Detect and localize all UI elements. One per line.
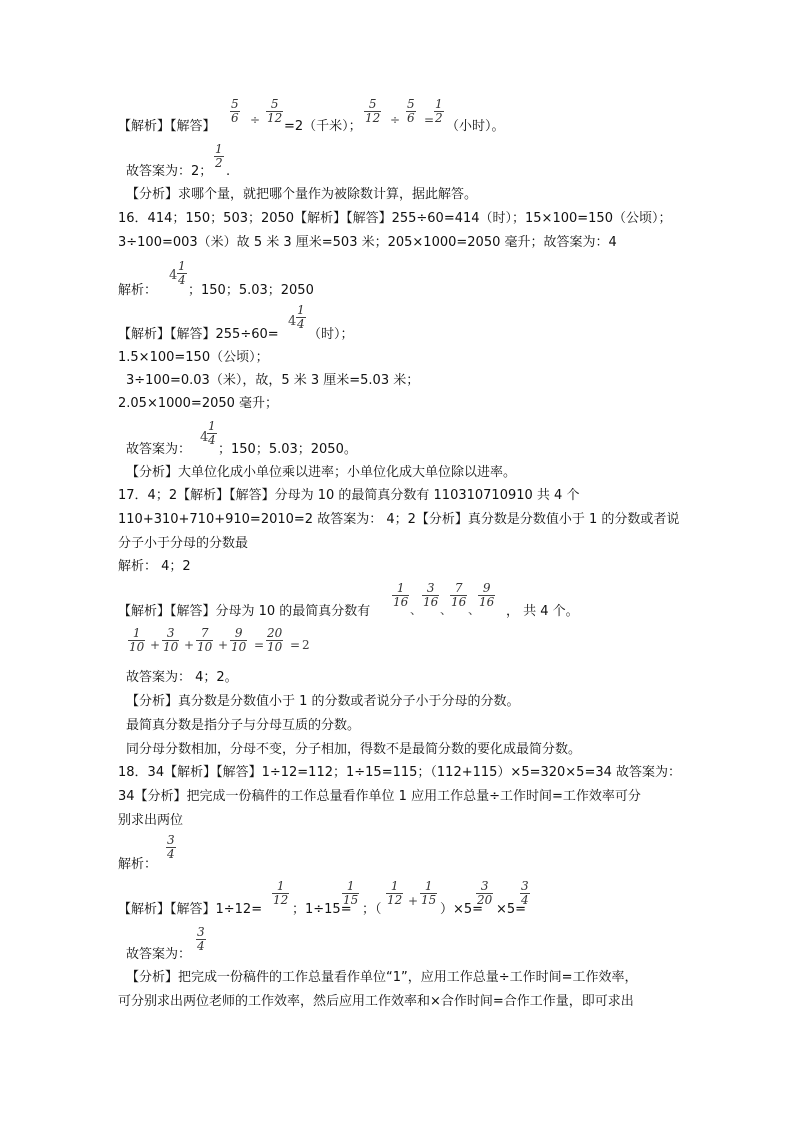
divide-sign: ÷ [390, 113, 401, 127]
plus-sign: + [150, 638, 161, 652]
text-line: 解析： [118, 283, 158, 298]
whole-number: 4 [200, 430, 209, 445]
text-line: 110+310+710+910=2010=2 故答案为： 4；2【分析】真分数是分数值小于 1 的分数或者说 [118, 512, 680, 527]
text-line: 故答案为：2； [126, 164, 213, 179]
equals-sign: = [424, 113, 435, 127]
text-line: 16．414；150；503；2050【解析】【解答】255÷60=414（时）；15×100=150（公顷）； [118, 211, 672, 226]
divide-sign: ÷ [250, 113, 261, 127]
fraction-3-10: 3 10 [163, 626, 179, 654]
fraction-3-4: 3 4 [521, 879, 529, 907]
plus-sign: + [218, 638, 229, 652]
text-line: 【分析】大单位化成小单位乘以进率；小单位化成大单位除以进率。 [126, 465, 517, 480]
fraction-3-20: 3 20 [477, 879, 493, 907]
fraction-3-4: 3 4 [167, 833, 175, 861]
text-line: 3÷100=003（米）故 5 米 3 厘米=503 米；205×1000=2050 毫升；故答案为：4 [118, 235, 617, 250]
text-line: ；（ [362, 902, 382, 917]
text-line: 最简真分数是指分子与分母互质的分数。 [126, 718, 361, 733]
text-line: 解析： 4；2 [118, 559, 191, 574]
text-line: 34【分析】把完成一份稿件的工作总量看作单位 1 应用工作总量÷工作时间=工作效率可分 [118, 789, 641, 804]
fraction-9-10: 9 10 [231, 626, 247, 654]
fraction-1-2: 1 2 [435, 97, 443, 125]
whole-number: 4 [169, 268, 178, 283]
text-line: 同分母分数相加，分母不变，分子相加，得数不是最简分数的要化成最简分数。 [126, 742, 582, 757]
plus-sign: + [184, 638, 195, 652]
fraction-5-6: 5 6 [231, 97, 239, 125]
result-number: 2 [302, 638, 310, 652]
text-line: 【解析】【解答】255÷60= [118, 327, 279, 342]
text-line: 3÷100=0.03（米），故，5 米 3 厘米=5.03 米； [126, 373, 420, 388]
text-line: =2（千米）； [284, 119, 362, 134]
text-line: 故答案为： 4；2。 [126, 670, 238, 685]
text-line: 18．34【解析】【解答】1÷12=112；1÷15=115；（112+115）×5=320×5=34 故答案为： [118, 765, 682, 780]
text-line: 别求出两位 [118, 813, 184, 828]
text-line: 可分别求出两位老师的工作效率，然后应用工作效率和×合作时间=合作工作量，即可求出 [118, 994, 634, 1009]
text-line: 【分析】把完成一份稿件的工作总量看作单位“1”，应用工作总量÷工作时间=工作效率， [126, 970, 638, 985]
fraction-3-16: 3 16 [423, 581, 439, 609]
text-line: 1.5×100=150（公顷）； [118, 350, 269, 365]
text-line: 17．4；2【解析】【解答】分母为 10 的最简真分数有 110310710910 共 4 个 [118, 488, 580, 503]
fraction-1-12: 1 12 [387, 879, 403, 907]
fraction-1-12: 1 12 [273, 879, 289, 907]
fraction-1-4: 1 4 [178, 259, 186, 287]
fraction-7-10: 7 10 [197, 626, 213, 654]
fraction-1-10: 1 10 [129, 626, 145, 654]
text-line: . [226, 164, 231, 179]
fraction-3-4: 3 4 [197, 925, 205, 953]
text-line: 故答案为： [126, 442, 192, 457]
fraction-1-4: 1 4 [208, 419, 216, 447]
separator: 、 [468, 603, 481, 617]
fraction-1-16: 1 16 [393, 581, 409, 609]
text-line: ）×5= [440, 902, 484, 917]
text-line: 【解析】【解答】1÷12= [118, 902, 263, 917]
equals-sign: = [290, 638, 301, 652]
fraction-9-16: 9 16 [479, 581, 495, 609]
text-line: ；150；5.03；2050。 [218, 442, 357, 457]
fraction-7-16: 7 16 [451, 581, 467, 609]
text-line: 2.05×1000=2050 毫升； [118, 396, 279, 411]
fraction-5-12: 5 12 [365, 97, 381, 125]
separator: 、 [440, 603, 453, 617]
equals-sign: = [254, 638, 265, 652]
text-line: ；150；5.03；2050 [188, 283, 314, 298]
fraction-1-2: 1 2 [215, 142, 223, 170]
fraction-1-15: 1 15 [343, 879, 359, 907]
text-line: ×5= [496, 902, 527, 917]
text-line: （时）； [308, 327, 354, 342]
text-line: ；1÷15= [292, 902, 352, 917]
text-line: 【解析】【解答】 [118, 119, 216, 134]
separator: 、 [410, 603, 423, 617]
text-line: 故答案为： [126, 947, 192, 962]
text-line: ， 共 4 个。 [506, 604, 579, 619]
fraction-20-10: 20 10 [267, 626, 283, 654]
whole-number: 4 [288, 314, 297, 329]
text-line: 【解析】【解答】分母为 10 的最简真分数有 [118, 604, 371, 619]
plus-sign: + [408, 894, 419, 908]
fraction-5-12: 5 12 [267, 97, 283, 125]
fraction-5-6: 5 6 [407, 97, 415, 125]
text-line: 分子小于分母的分数最 [118, 536, 249, 551]
text-line: 【分析】求哪个量，就把哪个量作为被除数计算，据此解答。 [126, 187, 478, 202]
text-line: 【分析】真分数是分数值小于 1 的分数或者说分子小于分母的分数。 [126, 694, 520, 709]
text-line: （小时）。 [446, 119, 505, 134]
fraction-1-4: 1 4 [297, 303, 305, 331]
fraction-1-15: 1 15 [421, 879, 437, 907]
text-line: 解析： [118, 857, 158, 872]
